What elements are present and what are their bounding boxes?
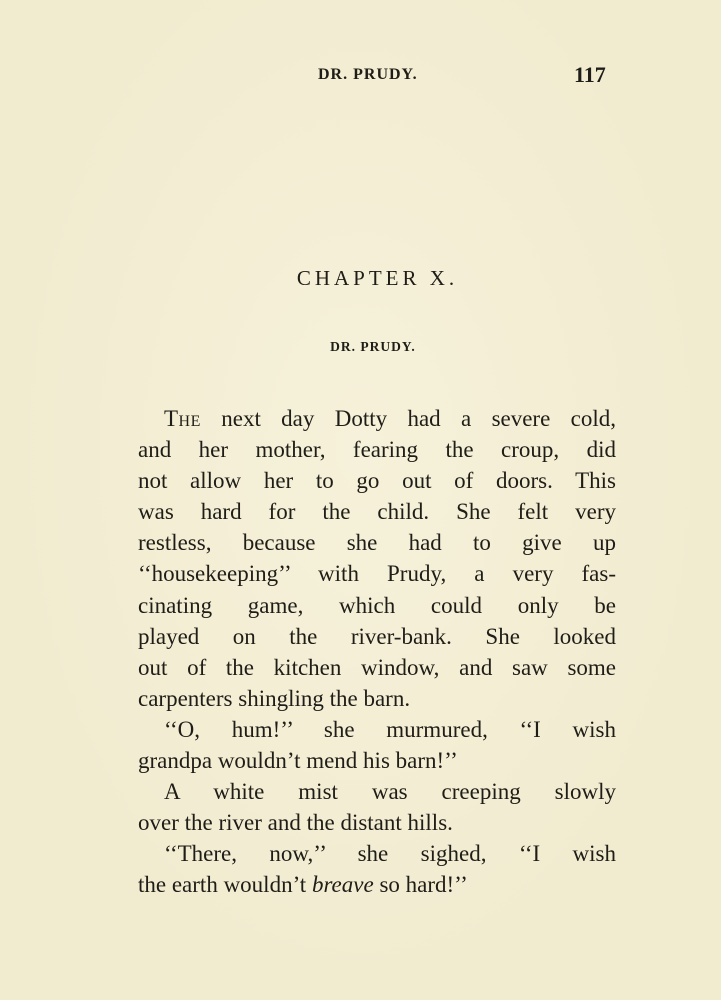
- opening-word: The: [164, 406, 201, 431]
- running-head: DR. PRUDY.: [318, 66, 418, 83]
- text-line: A white mist was creeping slowly: [164, 779, 616, 805]
- text-line: grandpa wouldn’t mend his barn!’’: [138, 748, 458, 774]
- text-line: and her mother, fearing the croup, did: [138, 437, 616, 463]
- body-text: [138, 403, 616, 901]
- text-line: ‘‘O, hum!’’ she murmured, ‘‘I wish: [164, 716, 616, 742]
- text-line: over the river and the distant hills.: [138, 810, 453, 836]
- page-number: 117: [574, 62, 606, 87]
- chapter-title: CHAPTER X.: [296, 266, 459, 290]
- text-line: cinating game, which could only be: [138, 592, 616, 618]
- text-line: [138, 869, 616, 900]
- text-line: carpenters shingling the barn.: [138, 685, 411, 711]
- italic-word: breave: [311, 872, 374, 898]
- text-line: out of the kitchen window, and saw some: [138, 654, 616, 680]
- text-line: restless, because she had to give up: [138, 530, 616, 556]
- text-line: played on the river-bank. She looked: [138, 623, 616, 649]
- text-line: was hard for the child. She felt very: [138, 499, 616, 525]
- text-span: the earth wouldn’t: [138, 872, 312, 898]
- text-line: [138, 403, 616, 434]
- text-span: next day Dotty had a severe cold,: [200, 406, 616, 431]
- text-line: ‘‘housekeeping’’ with Prudy, a very fas-: [138, 561, 616, 587]
- text-line: not allow her to go out of doors. This: [138, 468, 616, 494]
- text-line: ‘‘There, now,’’ she sighed, ‘‘I wish: [164, 841, 616, 867]
- text-span: so hard!’’: [373, 872, 468, 898]
- chapter-subtitle: DR. PRUDY.: [330, 339, 416, 354]
